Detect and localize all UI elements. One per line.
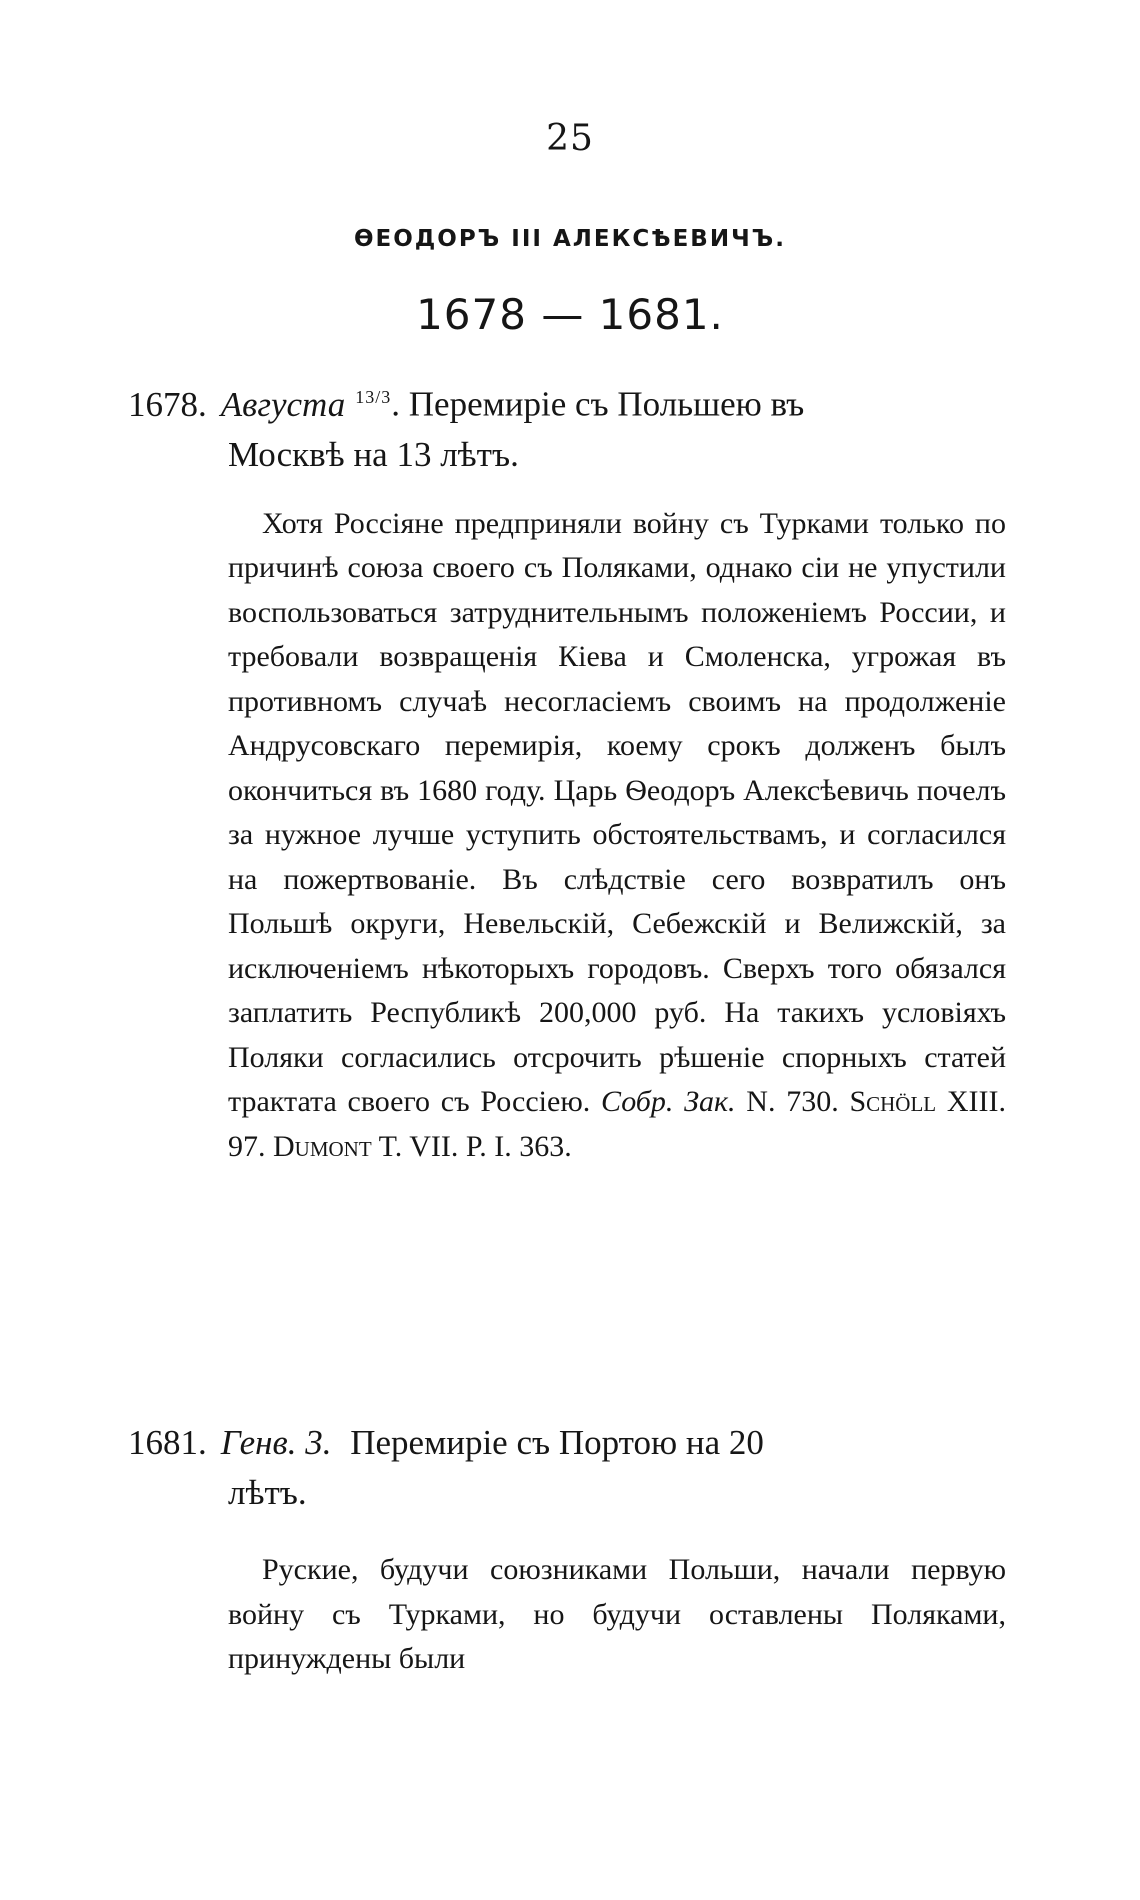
page-number: 25 [546, 118, 594, 159]
body-paragraph: Хотя Россіяне предприняли войну съ Турками только по причинѣ союза своего съ Поляками, однако сіи не упустили воспользоваться затруднительнымъ положеніемъ России, и требовали возвращенія Кіева и Смоленска, угрожая въ противномъ случаѣ несогласіемъ своимъ на продолженіе Андрусовскаго перемирія, коему срокъ долженъ былъ окончиться въ 1680 году. Царь Ѳеодоръ Алексѣевичь почелъ за нужное лучше уступить обстоятельствамъ, и согласился на пожертвованіе. Въ слѣдствіе сего возвратилъ онъ Польшѣ округи, Невельскій, Себежскій и Велижскій, за исключеніемъ нѣкоторыхъ городовъ. Сверхъ того обязался заплатить Республикѣ 200,000 руб. На такихъ условіяхъ Поляки согласились отсрочить рѣшеніе спорныхъ статей трактата своего съ Россіею. [228, 506, 1006, 1119]
entry-title-line1: Перемиріе съ Польшею въ [408, 384, 805, 424]
entry-1678 [128, 372, 1008, 1169]
entry-heading [128, 1418, 1008, 1518]
entry-year: 1678. [128, 384, 207, 424]
entry-date-fraction: 13/3 [355, 387, 392, 407]
citation-scholl: Schöll [849, 1085, 937, 1119]
entry-date: Генв. 3. [220, 1423, 332, 1462]
body-paragraph: Руские, будучи союзниками Польши, начали первую войну съ Турками, но будучи оставлены Поляками, принуждены были [228, 1553, 1006, 1675]
citation-number: N. 730. [746, 1085, 839, 1119]
entry-heading: 1678. Августа $^{13/3}$. Перемиріе съ Польшею въ Москвѣ на 13 лѣтъ. [128, 372, 1008, 480]
citation-scholl-ref: XIII. 97. [228, 1085, 1007, 1163]
entry-date: Августа [220, 384, 346, 424]
entry-year: 1681. [128, 1423, 207, 1462]
citation-dumont: Dumont [273, 1129, 372, 1163]
entry-body [228, 1548, 1006, 1682]
citation-sobr-zak: Собр. Зак. [600, 1085, 736, 1119]
reign-years: 1678 — 1681. [416, 290, 724, 339]
entry-title-line2: Москвѣ на 13 лѣтъ. [228, 434, 519, 474]
chapter-heading: ѲЕОДОРЪ III АЛЕКСѢЕВИЧЪ. [353, 226, 787, 252]
entry-1681 [128, 1418, 1008, 1682]
entry-title-line1: Перемиріе съ Портою на 20 [350, 1423, 764, 1462]
citation-dumont-ref: T. VII. P. I. 363. [378, 1129, 572, 1163]
entry-body [228, 502, 1006, 1170]
entry-title-line2: лѣтъ. [228, 1473, 307, 1512]
